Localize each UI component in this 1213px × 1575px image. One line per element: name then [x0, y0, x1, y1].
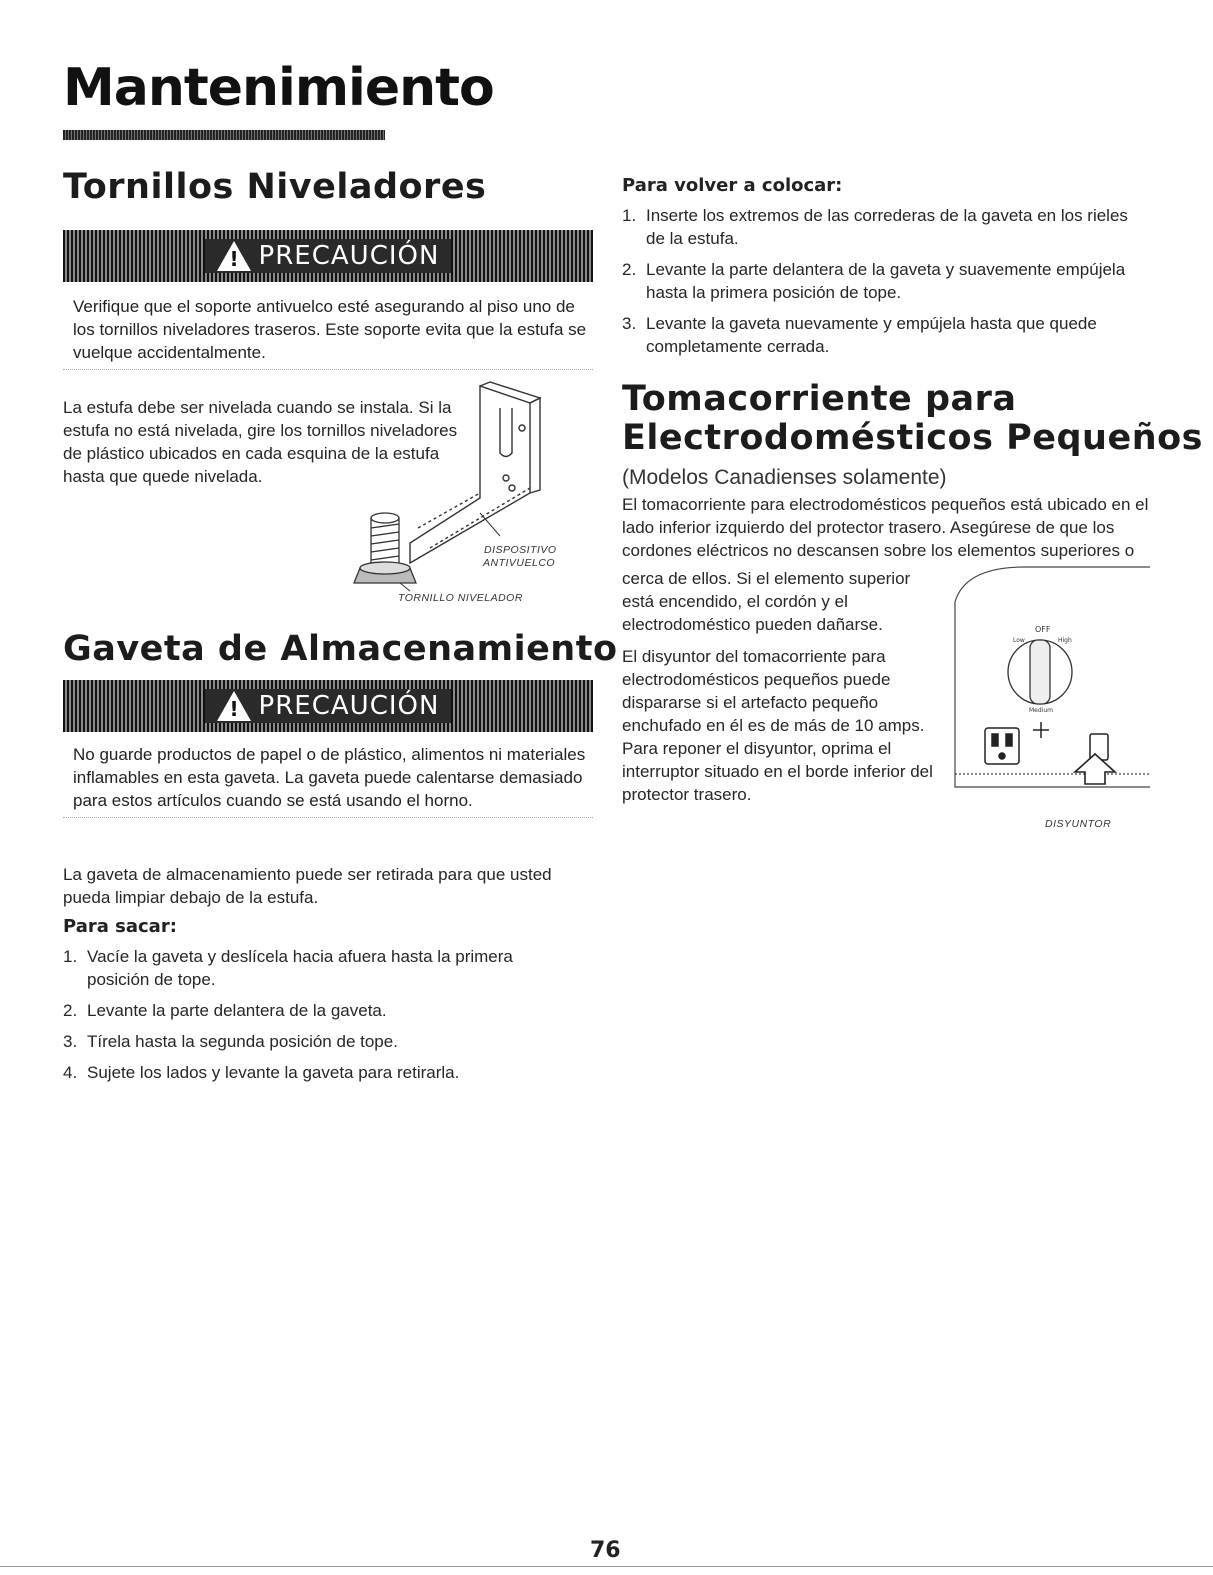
title-underline — [63, 130, 385, 140]
footer-rule — [0, 1566, 1213, 1567]
control-knob-icon — [1008, 625, 1072, 714]
svg-text:Low: Low — [1013, 637, 1025, 644]
caution-label: PRECAUCIÓN — [258, 691, 440, 721]
caution-text-gaveta: No guarde productos de papel o de plástico, alimentos ni materiales inflamables en esta gaveta. La gaveta puede calentarse demasiado para estos artículos cuando se está usando el horno. — [63, 738, 593, 818]
outlet-breaker-diagram — [945, 562, 1150, 812]
list-item: 4. Sujete los lados y levante la gaveta para retirarla. — [63, 1062, 460, 1082]
page-title: Mantenimiento — [63, 58, 494, 118]
steps-para-sacar — [63, 946, 563, 1093]
breaker-switch-icon — [1033, 722, 1108, 760]
caution-label: PRECAUCIÓN — [258, 241, 440, 271]
leveling-paragraph: La estufa debe ser nivelada cuando se instala. Si la estufa no está nivelada, gire los tornillos niveladores de plástico ubicados en cada esquina de la estufa hasta que quede nivelada. — [63, 398, 458, 486]
svg-text:Medium: Medium — [1029, 707, 1053, 714]
list-item: 1. Inserte los extremos de las correderas de la gaveta en los rieles de la estufa. — [622, 206, 1128, 248]
label-dispositivo: DISPOSITIVO — [484, 544, 557, 556]
label-tornillo-nivelador: TORNILLO NIVELADOR — [398, 592, 523, 604]
arrow-up-icon — [1075, 754, 1115, 784]
warning-icon — [217, 241, 251, 271]
label-disyuntor: DISYUNTOR — [1045, 818, 1112, 830]
leveling-bracket-diagram — [330, 378, 570, 603]
svg-text:High: High — [1058, 637, 1072, 644]
steps-para-volver — [622, 205, 1147, 367]
caution-banner-gaveta — [63, 680, 593, 732]
heading-tornillos: Tornillos Niveladores — [63, 167, 487, 207]
caution-banner-tornillos — [63, 230, 593, 282]
list-item: 3. Levante la gaveta nuevamente y empújela hasta que quede completamente cerrada. — [622, 313, 1097, 356]
list-item: 2. Levante la parte delantera de la gaveta. — [63, 1000, 387, 1020]
tomacorriente-paragraph-3: El disyuntor del tomacorriente para electrodomésticos pequeños puede dispararse si el artefacto pequeño enchufado en él es de más de 10 amps. Para reponer el disyuntor, oprima el interruptor situado en el borde inferior del protector trasero. — [622, 647, 933, 804]
list-item: 3. Tírela hasta la segunda posición de tope. — [63, 1031, 398, 1051]
warning-icon — [217, 691, 251, 721]
tomacorriente-paragraph-2: cerca de ellos. Si el elemento superior está encendido, el cordón y el electrodoméstico pueden dañarse. — [622, 569, 911, 634]
heading-line-2: Electrodomésticos Pequeños — [622, 417, 1203, 458]
heading-tomacorriente — [622, 380, 1203, 457]
page-number: 76 — [590, 1538, 621, 1563]
tomacorriente-paragraph-1: El tomacorriente para electrodomésticos pequeños está ubicado en el lado inferior izquierdo del protector trasero. Asegúrese de que los cordones eléctricos no descansen sobre los elementos superiores o — [622, 495, 1149, 560]
caution-text-tornillos: Verifique que el soporte antivuelco esté asegurando al piso uno de los tornillos niveladores traseros. Este soporte evita que la estufa se vuelque accidentalmente. — [63, 290, 593, 370]
label-para-volver: Para volver a colocar: — [622, 175, 843, 196]
heading-line-1: Tomacorriente para — [622, 379, 1017, 419]
label-antivuelco: ANTIVUELCO — [483, 557, 556, 569]
outlet-icon — [985, 728, 1019, 764]
list-item: 1. Vacíe la gaveta y deslícela hacia afuera hasta la primera posición de tope. — [63, 947, 513, 989]
label-para-sacar: Para sacar: — [63, 916, 177, 937]
gaveta-paragraph: La gaveta de almacenamiento puede ser retirada para que usted pueda limpiar debajo de la estufa. — [63, 865, 552, 907]
list-item: 2. Levante la parte delantera de la gaveta y suavemente empújela hasta la primera posición de tope. — [622, 259, 1126, 302]
svg-text:OFF: OFF — [1035, 625, 1051, 634]
subheading-modelos: (Modelos Canadienses solamente) — [622, 466, 947, 489]
heading-gaveta: Gaveta de Almacenamiento — [63, 629, 618, 669]
leveling-screw-icon — [354, 513, 416, 583]
